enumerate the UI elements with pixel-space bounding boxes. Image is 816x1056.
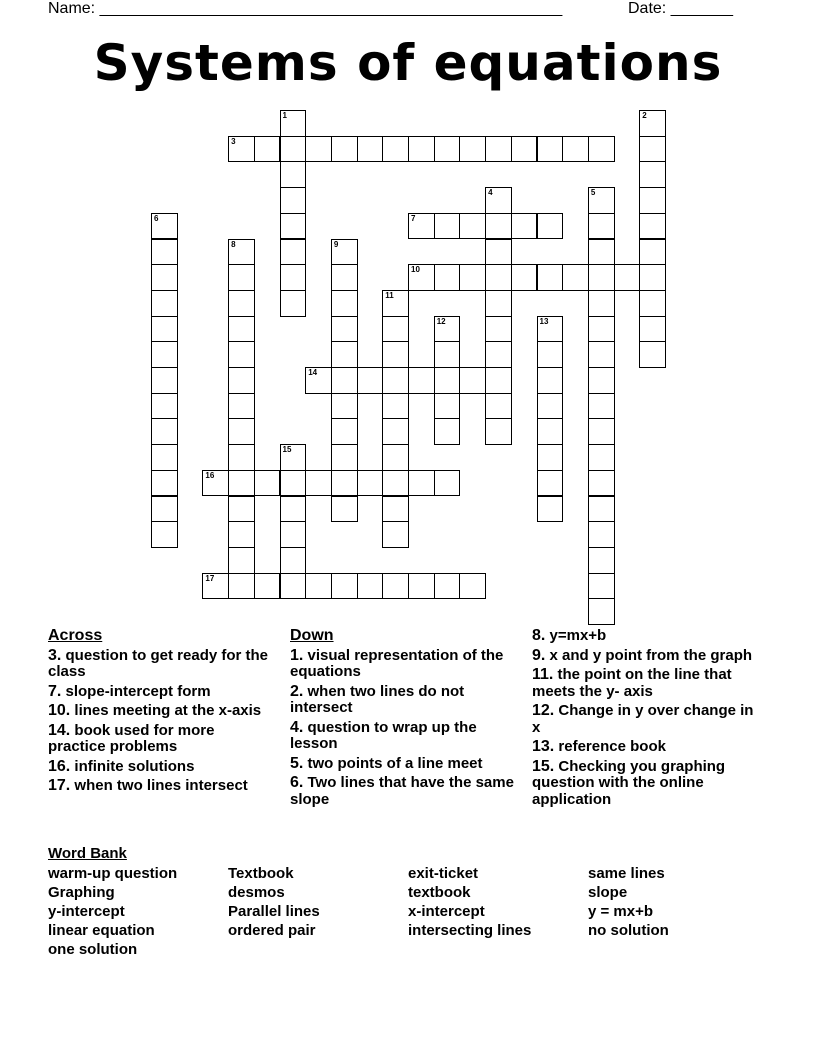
crossword-cell[interactable] [639,239,666,266]
crossword-cell[interactable] [305,136,332,163]
crossword-cell[interactable] [357,136,384,163]
clue-number: 14. [48,721,71,739]
crossword-cell[interactable] [228,316,255,343]
crossword-cell[interactable] [408,136,435,163]
crossword-cell[interactable] [280,187,307,214]
crossword-cell[interactable] [485,239,512,266]
word-bank-word: Graphing [48,884,115,901]
clue-number: 15 [282,445,292,455]
crossword-cell[interactable] [537,496,564,523]
word-bank-word: desmos [228,884,285,901]
crossword-cell[interactable] [305,367,332,394]
clue-number: 14 [308,368,318,377]
crossword-cell[interactable] [151,496,178,523]
word-bank [48,845,768,959]
word-bank-word: intersecting lines [408,922,532,939]
crossword-cell[interactable] [485,290,512,317]
crossword-cell[interactable] [280,213,307,240]
crossword-cell[interactable] [357,470,384,497]
crossword-cell[interactable] [280,264,307,291]
crossword-cell[interactable] [459,573,486,600]
crossword-cell[interactable] [280,573,307,600]
crossword-cell[interactable] [588,418,615,445]
word-bank-heading: Word Bank [48,845,127,862]
clue [532,648,762,665]
crossword-cell[interactable] [408,367,435,394]
crossword-cell[interactable] [382,470,409,497]
crossword-cell[interactable] [228,470,255,497]
crossword-cell[interactable] [485,341,512,368]
clue [48,759,273,776]
clue-number: 6 [154,213,159,223]
crossword-cell[interactable] [588,444,615,471]
clue [48,723,273,756]
word-bank-word: Textbook [228,865,294,882]
clue [48,684,273,701]
crossword-cell[interactable] [280,444,307,471]
word-bank-column [408,864,588,959]
clue-number: 11 [385,290,394,300]
crossword-cell[interactable] [511,213,538,240]
crossword-cell[interactable] [305,573,332,600]
clue-number: 9 [333,239,339,249]
crossword-cell[interactable] [382,418,409,445]
clue [532,759,762,809]
word-bank-word: same lines [588,865,665,882]
crossword-cell[interactable] [331,470,358,497]
crossword-cell[interactable] [639,136,666,163]
crossword-cell[interactable] [382,496,409,523]
crossword-cell[interactable] [639,187,666,214]
crossword-cell[interactable] [588,573,615,600]
crossword-cell[interactable] [151,239,178,266]
clue-number: 15. [532,757,555,775]
word-bank-word: linear equation [48,922,155,939]
word-bank-word: y-intercept [48,903,125,920]
across-heading: Across [48,627,103,644]
clue [290,775,515,808]
crossword-cell[interactable] [151,290,178,317]
clue-number: 7 [411,213,416,223]
crossword-cell[interactable] [228,418,255,445]
date-field[interactable]: Date: _______ [628,0,733,17]
crossword-cell[interactable] [280,239,307,266]
crossword-cell[interactable] [151,316,178,343]
clue-text: when two lines intersect [70,777,248,794]
crossword-cell[interactable] [639,341,666,368]
crossword-cell[interactable] [228,367,255,394]
crossword-cell[interactable] [588,598,615,625]
crossword-cell[interactable] [485,418,512,445]
clue-text: slope-intercept form [61,682,211,700]
clue [48,648,273,681]
word-bank-word: slope [588,884,628,901]
crossword-cell[interactable] [434,573,461,600]
clue-text: the point on the line that meets the y- axis [532,666,732,700]
clue [290,648,515,681]
crossword-cell[interactable] [382,136,409,163]
crossword-cell[interactable] [408,213,435,240]
clue-number: 9. [532,646,546,664]
crossword-cell[interactable] [588,393,615,420]
clue [532,739,762,756]
clue-text: Two lines that have the same slope [290,774,514,808]
crossword-cell[interactable] [537,316,564,343]
clue-text: question to wrap up the lesson [290,718,477,752]
clue-number: 7. [48,682,62,700]
clue-text: Checking you graphing question with the online application [532,757,726,808]
clue-text: lines meeting at the x-axis [70,702,262,719]
crossword-cell[interactable] [280,136,307,163]
crossword-cell[interactable] [588,187,615,214]
clue [290,684,515,717]
word-bank-column [588,864,768,959]
crossword-cell[interactable] [331,418,358,445]
clue-number: 1 [282,111,287,120]
crossword-cell[interactable] [331,444,358,471]
crossword-cell[interactable] [588,290,615,317]
clue-number: 6. [290,774,304,791]
crossword-cell[interactable] [228,239,255,266]
crossword-cell[interactable] [434,470,461,497]
down-heading: Down [290,627,334,644]
crossword-cell[interactable] [331,316,358,343]
crossword-cell[interactable] [434,341,461,368]
crossword-cell[interactable] [151,213,178,240]
crossword-cell[interactable] [280,547,307,574]
crossword-cell[interactable] [228,341,255,368]
crossword-cell[interactable] [588,547,615,574]
crossword-cell[interactable] [151,521,178,548]
clue [532,628,762,645]
crossword-cell[interactable] [459,264,486,291]
crossword-cell[interactable] [562,136,589,163]
crossword-cell[interactable] [434,136,461,163]
down-clues-continued [532,628,762,811]
crossword-cell[interactable] [331,367,358,394]
crossword-cell[interactable] [485,264,512,291]
clue-text: infinite solutions [70,757,195,775]
crossword-cell[interactable] [485,136,512,163]
page-title: Systems of equations [93,34,723,92]
crossword-cell[interactable] [357,367,384,394]
crossword-cell[interactable] [280,470,307,497]
crossword-cell[interactable] [639,290,666,317]
crossword-cell[interactable] [382,367,409,394]
crossword-cell[interactable] [202,573,229,600]
crossword-cell[interactable] [537,470,564,497]
clue-number: 8 [231,239,236,249]
word-bank-word: no solution [588,922,669,939]
crossword-cell[interactable] [588,496,615,523]
clue-number: 16 [205,470,215,480]
crossword-cell[interactable] [588,341,615,368]
crossword-cell[interactable] [537,393,564,420]
crossword-cell[interactable] [434,264,461,291]
crossword-cell[interactable] [382,393,409,420]
clue [48,703,273,720]
crossword-cell[interactable] [588,470,615,497]
crossword-cell[interactable] [331,136,358,163]
clue-number: 17 [205,573,215,583]
clue-number: 13 [539,316,549,326]
clue-text: two points of a line meet [303,754,483,772]
crossword-cell[interactable] [228,393,255,420]
crossword-cell[interactable] [614,264,641,291]
crossword-cell[interactable] [537,418,564,445]
crossword-cell[interactable] [485,393,512,420]
clue-number: 3. [48,646,62,664]
clue-number: 5. [290,754,304,772]
name-field[interactable]: Name: ____________________________________________________ [48,0,563,17]
clue-number: 12. [532,702,555,719]
crossword-cell[interactable] [511,136,538,163]
crossword-cell[interactable] [151,341,178,368]
across-clues [48,628,273,798]
crossword-cell[interactable] [280,110,307,137]
crossword-cell[interactable] [151,393,178,420]
crossword-cell[interactable] [588,136,615,163]
crossword-cell[interactable] [151,444,178,471]
crossword-cell[interactable] [331,239,358,266]
clue-number: 11. [532,666,554,683]
crossword-cell[interactable] [408,470,435,497]
crossword-cell[interactable] [639,213,666,240]
clue [290,756,515,773]
crossword-cell[interactable] [511,264,538,291]
crossword-cell[interactable] [151,367,178,394]
crossword-cell[interactable] [537,444,564,471]
crossword-cell[interactable] [151,470,178,497]
crossword-cell[interactable] [331,264,358,291]
crossword-cell[interactable] [588,213,615,240]
crossword-cell[interactable] [537,264,564,291]
crossword-cell[interactable] [485,367,512,394]
clue-number: 16. [48,757,71,775]
crossword-cell[interactable] [434,393,461,420]
crossword-cell[interactable] [228,264,255,291]
crossword-cell[interactable] [459,213,486,240]
clue-number: 2 [642,111,647,120]
clue-number: 3 [231,136,236,146]
crossword-cell[interactable] [434,213,461,240]
crossword-cell[interactable] [382,444,409,471]
crossword-cell[interactable] [485,316,512,343]
crossword-cell[interactable] [280,496,307,523]
clue [532,703,762,736]
clue-number: 13. [532,738,555,755]
crossword-cell[interactable] [459,367,486,394]
word-bank-word: textbook [408,884,471,901]
crossword-cell[interactable] [254,573,281,600]
word-bank-column [228,864,408,959]
clue-text: Change in y over change in x [532,702,754,736]
crossword-cell[interactable] [408,264,435,291]
crossword-cell[interactable] [228,547,255,574]
crossword-cell[interactable] [228,521,255,548]
crossword-cell[interactable] [254,470,281,497]
crossword-cell[interactable] [408,573,435,600]
clue-number: 2. [290,682,304,700]
clue-number: 12 [436,316,446,326]
crossword-cell[interactable] [228,573,255,600]
crossword-cell[interactable] [331,393,358,420]
clue [290,720,515,753]
crossword-cell[interactable] [305,470,332,497]
crossword-cell[interactable] [537,213,564,240]
crossword-cell[interactable] [151,418,178,445]
crossword-cell[interactable] [280,161,307,188]
crossword-cell[interactable] [228,136,255,163]
word-bank-word: Parallel lines [228,903,320,920]
crossword-cell[interactable] [202,470,229,497]
word-bank-word: exit-ticket [408,865,479,882]
crossword-cell[interactable] [537,341,564,368]
clue-number: 4 [488,188,493,198]
crossword-cell[interactable] [639,110,666,137]
clue-text: reference book [554,738,666,755]
clue-number: 4. [290,718,304,736]
clue-number: 10 [411,265,420,275]
crossword-cell[interactable] [382,573,409,600]
clue-text: y=mx+b [545,627,607,644]
crossword-cell[interactable] [588,316,615,343]
word-bank-word: y = mx+b [588,903,654,920]
clue-text: question to get ready for the class [48,646,269,680]
crossword-cell[interactable] [228,444,255,471]
clue-number: 8. [532,627,546,644]
crossword-cell[interactable] [434,316,461,343]
word-bank-column [48,864,228,959]
crossword-cell[interactable] [588,239,615,266]
crossword-cell[interactable] [331,496,358,523]
crossword-cell[interactable] [228,496,255,523]
clue-number: 17. [48,777,71,794]
crossword-cell[interactable] [639,316,666,343]
down-clues [290,628,515,811]
word-bank-word: warm-up question [48,865,178,882]
clue-text: visual representation of the equations [290,646,504,680]
word-bank-word: one solution [48,941,138,958]
clue-text: book used for more practice problems [48,721,215,755]
crossword-cell[interactable] [639,161,666,188]
crossword-cell[interactable] [382,341,409,368]
crossword-cell[interactable] [434,367,461,394]
clue-text: when two lines do not intersect [290,682,465,716]
crossword-cell[interactable] [331,573,358,600]
clue [532,667,762,700]
crossword-cell[interactable] [382,316,409,343]
crossword-cell[interactable] [331,290,358,317]
word-bank-word: x-intercept [408,903,485,920]
clue [48,778,273,795]
crossword-cell[interactable] [254,136,281,163]
crossword-cell[interactable] [485,187,512,214]
word-bank-word: ordered pair [228,922,316,939]
crossword-cell[interactable] [537,367,564,394]
crossword-cell[interactable] [459,136,486,163]
crossword-cell[interactable] [588,521,615,548]
crossword-cell[interactable] [280,290,307,317]
clue-text: x and y point from the graph [545,646,753,664]
crossword-cell[interactable] [588,367,615,394]
crossword-cell[interactable] [151,264,178,291]
clue-number: 5 [590,188,596,198]
crossword-cell[interactable] [228,290,255,317]
crossword-cell[interactable] [537,136,564,163]
crossword-cell[interactable] [485,213,512,240]
crossword-cell[interactable] [434,418,461,445]
crossword-cell[interactable] [382,521,409,548]
crossword-cell[interactable] [562,264,589,291]
crossword-cell[interactable] [280,521,307,548]
crossword-cell[interactable] [588,264,615,291]
crossword-cell[interactable] [639,264,666,291]
crossword-cell[interactable] [382,290,409,317]
crossword-cell[interactable] [357,573,384,600]
clue-number: 10. [48,702,71,719]
crossword-cell[interactable] [331,341,358,368]
clue-number: 1. [290,646,304,664]
